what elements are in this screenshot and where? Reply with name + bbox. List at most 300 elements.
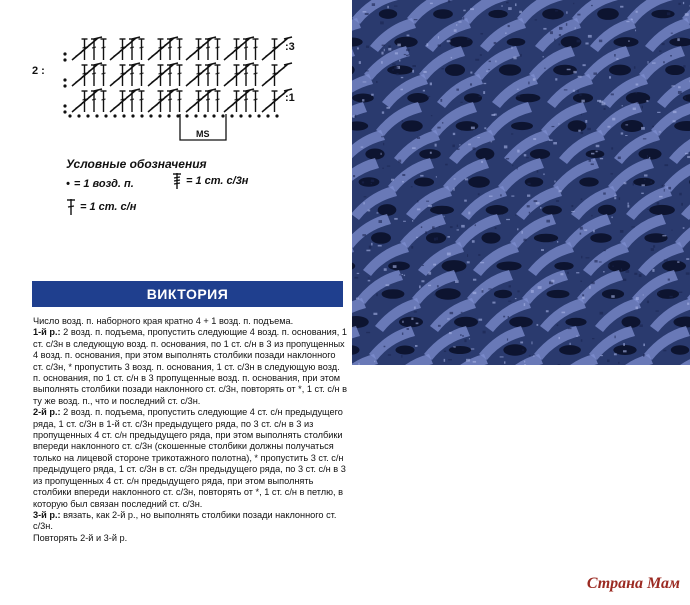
yarn-fiber [555, 10, 558, 11]
yarn-fiber [647, 209, 650, 210]
yarn-fiber [611, 295, 614, 298]
yarn-fiber [636, 306, 638, 309]
yarn-fiber [379, 220, 383, 223]
chain-dot [77, 114, 80, 117]
diagram-stroke [279, 68, 285, 72]
yarn-fiber [433, 264, 436, 266]
swatch-hole [534, 234, 558, 243]
diagram-row2-label: 2 : [32, 65, 45, 77]
swatch-hole [371, 232, 391, 244]
yarn-fiber [607, 359, 610, 362]
yarn-fiber [403, 221, 406, 222]
diagram-stroke [140, 47, 144, 48]
yarn-fiber [483, 91, 485, 94]
yarn-fiber [412, 220, 413, 222]
yarn-fiber [651, 181, 652, 183]
yarn-fiber [549, 139, 553, 141]
yarn-fiber [483, 331, 486, 334]
yarn-fiber [438, 325, 441, 327]
yarn-fiber [491, 141, 493, 142]
yarn-fiber [593, 72, 597, 74]
yarn-fiber [647, 155, 648, 158]
yarn-fiber [400, 89, 403, 91]
yarn-fiber [558, 190, 561, 192]
yarn-fiber [455, 272, 456, 273]
yarn-fiber [447, 236, 450, 238]
yarn-fiber [580, 281, 582, 282]
legend-item-dc2 [172, 172, 248, 190]
yarn-fiber [557, 241, 558, 243]
diagram-stroke [102, 47, 106, 48]
diagram-stroke [114, 53, 120, 57]
yarn-fiber [626, 21, 629, 22]
yarn-fiber [480, 54, 482, 56]
yarn-fiber [438, 36, 439, 39]
yarn-fiber [653, 245, 655, 247]
yarn-fiber [369, 246, 372, 249]
yarn-fiber [557, 324, 559, 326]
yarn-fiber [584, 229, 587, 231]
diagram-stroke [152, 53, 158, 57]
yarn-fiber [374, 361, 375, 363]
yarn-fiber [460, 334, 462, 336]
yarn-fiber [473, 361, 476, 363]
swatch-hole [586, 150, 605, 158]
yarn-fiber [371, 183, 372, 184]
yarn-fiber [531, 290, 534, 293]
yarn-fiber [598, 150, 600, 152]
yarn-fiber [504, 361, 505, 363]
yarn-fiber [448, 0, 450, 2]
diagram-stroke [266, 79, 272, 83]
yarn-fiber [603, 192, 606, 194]
yarn-fiber [517, 290, 519, 292]
chain-dot [167, 114, 170, 117]
chain-dot [63, 58, 66, 61]
yarn-fiber [422, 265, 424, 266]
yarn-fiber [546, 310, 549, 312]
yarn-fiber [464, 339, 466, 342]
yarn-fiber [681, 203, 683, 206]
yarn-fiber [623, 350, 627, 352]
yarn-fiber [678, 86, 681, 88]
yarn-fiber [554, 39, 555, 42]
diagram-row3-label: :3 [285, 41, 295, 53]
yarn-fiber [656, 310, 659, 311]
yarn-fiber [596, 145, 600, 147]
yarn-fiber [531, 341, 532, 344]
row3-paragraph [33, 510, 348, 533]
yarn-fiber [434, 238, 436, 241]
yarn-fiber [480, 33, 483, 34]
yarn-fiber [437, 127, 440, 129]
yarn-fiber [461, 225, 465, 228]
diagram-stroke [168, 73, 172, 74]
diagram-stroke [130, 73, 134, 74]
yarn-fiber [620, 230, 623, 233]
yarn-fiber [440, 99, 442, 102]
yarn-fiber [508, 7, 512, 10]
swatch-hole [657, 289, 679, 299]
yarn-fiber [561, 312, 565, 314]
yarn-fiber [428, 285, 431, 286]
yarn-fiber [392, 63, 395, 65]
yarn-fiber [521, 231, 522, 234]
yarn-fiber [475, 59, 479, 61]
legend-item-chain [66, 178, 134, 190]
yarn-fiber [673, 111, 677, 113]
chain-dot [68, 114, 71, 117]
diagram-stroke [102, 99, 106, 100]
chain-dot [113, 114, 116, 117]
yarn-fiber [611, 93, 614, 95]
yarn-fiber [636, 11, 638, 13]
diagram-stroke [254, 73, 258, 74]
yarn-fiber [473, 279, 476, 281]
diagram-stroke [152, 105, 158, 109]
yarn-fiber [388, 45, 390, 47]
yarn-fiber [677, 261, 679, 263]
swatch-hole [468, 176, 490, 187]
yarn-fiber [466, 359, 470, 362]
diagram-stroke [178, 73, 182, 74]
yarn-fiber [382, 45, 385, 47]
yarn-fiber [658, 292, 659, 294]
chain-dot [176, 114, 179, 117]
yarn-fiber [416, 323, 419, 325]
yarn-fiber [398, 160, 401, 163]
yarn-fiber [439, 226, 440, 227]
yarn-fiber [506, 158, 509, 160]
yarn-fiber [641, 184, 644, 186]
yarn-fiber [631, 19, 633, 20]
yarn-fiber [635, 92, 637, 94]
yarn-fiber [515, 215, 516, 216]
yarn-fiber [515, 298, 517, 299]
yarn-fiber [643, 138, 646, 139]
swatch-hole [509, 317, 533, 328]
yarn-fiber [452, 145, 454, 148]
swatch-hole [488, 10, 507, 18]
yarn-fiber [511, 195, 514, 196]
yarn-fiber [391, 179, 394, 181]
yarn-fiber [417, 200, 418, 202]
yarn-fiber [581, 339, 583, 342]
yarn-fiber [533, 138, 536, 140]
yarn-fiber [685, 153, 688, 154]
yarn-fiber [551, 280, 554, 283]
swatch-hole [665, 65, 685, 75]
yarn-fiber [361, 146, 364, 147]
yarn-fiber [500, 356, 504, 357]
yarn-fiber [471, 127, 475, 130]
yarn-fiber [559, 43, 561, 45]
yarn-fiber [524, 361, 525, 363]
yarn-fiber [517, 228, 518, 230]
chain-dot [149, 114, 152, 117]
diagram-stroke [266, 53, 272, 57]
swatch-hole [565, 318, 586, 326]
yarn-fiber [430, 82, 432, 85]
yarn-fiber [611, 147, 613, 149]
diagram-stroke [130, 99, 134, 100]
yarn-fiber [394, 218, 397, 220]
yarn-fiber [478, 193, 480, 195]
swatch-hole [547, 290, 570, 298]
swatch-hole [407, 93, 429, 103]
diagram-stroke [254, 47, 258, 48]
chain-dot [63, 84, 66, 87]
yarn-fiber [416, 237, 418, 238]
yarn-fiber [380, 21, 384, 24]
yarn-fiber [581, 198, 583, 199]
yarn-fiber [470, 8, 474, 10]
yarn-fiber [648, 61, 649, 64]
yarn-fiber [451, 347, 454, 348]
swatch-hole [671, 345, 689, 354]
yarn-fiber [552, 126, 555, 127]
yarn-fiber [559, 27, 562, 30]
swatch-hole [401, 120, 423, 131]
yarn-fiber [363, 11, 367, 12]
double-crochet-icon [172, 172, 182, 190]
chain-dot [203, 114, 206, 117]
yarn-fiber [420, 175, 423, 177]
yarn-fiber [625, 124, 628, 125]
diagram-stroke [114, 79, 120, 83]
yarn-fiber [580, 290, 581, 291]
yarn-fiber [663, 350, 666, 351]
yarn-fiber [558, 364, 561, 365]
swatch-hole [644, 233, 667, 243]
chain-dot [212, 114, 215, 117]
yarn-fiber [652, 269, 654, 272]
yarn-fiber [381, 136, 384, 137]
yarn-fiber [527, 183, 530, 185]
yarn-fiber [646, 100, 648, 102]
swatch-hole [435, 288, 460, 299]
yarn-fiber [402, 333, 403, 335]
yarn-fiber [523, 239, 526, 241]
swatch-hole [388, 262, 410, 271]
yarn-fiber [517, 89, 519, 90]
yarn-fiber [668, 187, 671, 190]
chain-dot [63, 110, 66, 113]
yarn-fiber [573, 3, 574, 4]
yarn-fiber [667, 12, 670, 15]
yarn-fiber [473, 292, 477, 294]
yarn-fiber [385, 284, 389, 286]
yarn-fiber [394, 6, 397, 7]
swatch-hole [530, 149, 550, 159]
diagram-stroke [114, 105, 120, 109]
yarn-fiber [484, 127, 486, 129]
yarn-fiber [426, 201, 429, 202]
yarn-fiber [495, 60, 496, 62]
yarn-fiber [509, 285, 511, 287]
yarn-fiber [567, 272, 569, 274]
yarn-fiber [427, 96, 430, 97]
yarn-fiber [634, 66, 636, 69]
yarn-fiber [662, 185, 665, 187]
yarn-fiber [465, 178, 468, 180]
swatch-hole [609, 65, 631, 76]
swatch-hole [499, 64, 521, 75]
diagram-stroke [140, 99, 144, 100]
yarn-fiber [581, 114, 582, 115]
yarn-fiber [577, 14, 580, 16]
yarn-fiber [450, 312, 454, 314]
yarn-fiber [358, 363, 359, 365]
yarn-fiber [447, 318, 450, 319]
yarn-fiber [591, 163, 594, 165]
yarn-fiber [657, 202, 660, 205]
chain-dot [104, 114, 107, 117]
diagram-stroke [130, 47, 134, 48]
yarn-fiber [438, 44, 441, 46]
diagram-stroke [216, 47, 220, 48]
yarn-fiber [428, 205, 432, 207]
yarn-fiber [421, 226, 422, 228]
chain-dot [95, 114, 98, 117]
yarn-fiber [463, 10, 465, 12]
yarn-fiber [356, 298, 359, 300]
yarn-fiber [604, 250, 606, 251]
yarn-fiber [618, 157, 621, 160]
yarn-fiber [468, 212, 470, 215]
yarn-fiber [394, 67, 398, 70]
yarn-fiber [624, 182, 627, 184]
yarn-fiber [657, 112, 660, 113]
diagram-stroke [284, 37, 292, 39]
swatch-hole [525, 177, 544, 186]
yarn-fiber [533, 355, 534, 357]
swatch-hole [419, 149, 441, 159]
yarn-fiber [588, 35, 592, 38]
yarn-fiber [651, 248, 654, 251]
yarn-fiber [397, 44, 401, 47]
yarn-fiber [578, 130, 581, 132]
yarn-fiber [421, 280, 424, 282]
diagram-stroke [152, 79, 158, 83]
yarn-fiber [371, 94, 373, 96]
yarn-fiber [673, 120, 676, 122]
diagram-stroke [168, 47, 172, 48]
yarn-fiber [387, 166, 390, 167]
yarn-fiber [508, 316, 509, 318]
yarn-fiber [635, 30, 636, 32]
yarn-fiber [357, 47, 359, 49]
yarn-fiber [436, 176, 437, 177]
row1-label: 1-й р.: [33, 327, 61, 338]
yarn-fiber [388, 354, 391, 355]
yarn-fiber [473, 147, 476, 150]
yarn-fiber [362, 99, 364, 101]
yarn-fiber [468, 144, 471, 146]
yarn-fiber [401, 274, 403, 275]
swatch-hole [559, 345, 581, 355]
knitted-swatch-image [352, 0, 690, 365]
yarn-fiber [407, 328, 410, 330]
yarn-fiber [388, 48, 391, 51]
diagram-stroke [76, 53, 82, 57]
yarn-fiber [415, 345, 418, 347]
yarn-fiber [589, 286, 591, 289]
yarn-fiber [404, 275, 405, 276]
yarn-fiber [454, 178, 456, 179]
chain-dot-icon: • [66, 178, 70, 190]
yarn-fiber [591, 153, 594, 155]
swatch-hole [454, 317, 478, 328]
yarn-fiber [536, 202, 540, 204]
yarn-fiber [652, 126, 654, 127]
yarn-fiber [577, 90, 579, 92]
yarn-fiber [359, 61, 361, 64]
yarn-fiber [644, 174, 647, 176]
chain-dot [248, 114, 251, 117]
repeat-label: MS [196, 129, 210, 139]
diagram-stroke [190, 53, 196, 57]
yarn-fiber [522, 349, 523, 351]
yarn-fiber [363, 81, 367, 82]
yarn-fiber [365, 70, 368, 71]
chain-dot [63, 104, 66, 107]
yarn-fiber [419, 285, 421, 288]
yarn-fiber [467, 261, 470, 263]
yarn-fiber [412, 65, 416, 67]
diagram-stroke [92, 99, 96, 100]
yarn-fiber [481, 161, 483, 163]
yarn-fiber [411, 186, 413, 187]
yarn-fiber [517, 150, 519, 153]
swatch-hole [651, 10, 674, 19]
diagram-stroke [216, 73, 220, 74]
yarn-fiber [382, 111, 384, 113]
yarn-fiber [463, 17, 464, 20]
swatch-hole [382, 289, 405, 299]
swatch-hole [649, 205, 675, 215]
diagram-stroke [266, 105, 272, 109]
swatch-hole [445, 64, 465, 76]
yarn-fiber [366, 332, 370, 333]
yarn-fiber [483, 83, 486, 84]
stitch-diagram [30, 28, 310, 153]
yarn-fiber [425, 231, 427, 234]
swatch-hole [507, 38, 526, 46]
yarn-fiber [377, 212, 379, 213]
yarn-fiber [488, 69, 489, 70]
yarn-fiber [543, 173, 544, 175]
pattern-instructions [33, 316, 348, 544]
yarn-fiber [620, 6, 623, 8]
yarn-fiber [643, 294, 644, 295]
yarn-fiber [384, 346, 386, 347]
yarn-fiber [627, 205, 629, 208]
yarn-fiber [430, 3, 433, 4]
yarn-fiber [544, 68, 545, 69]
yarn-fiber [508, 301, 511, 302]
yarn-fiber [515, 3, 517, 6]
diagram-stroke [92, 47, 96, 48]
diagram-stroke [178, 99, 182, 100]
yarn-fiber [571, 211, 574, 212]
row3-label: 3-й р.: [33, 509, 61, 520]
yarn-fiber [371, 179, 374, 181]
yarn-fiber [524, 154, 526, 156]
yarn-fiber [406, 55, 408, 56]
yarn-fiber [664, 189, 665, 192]
yarn-fiber [362, 181, 364, 183]
